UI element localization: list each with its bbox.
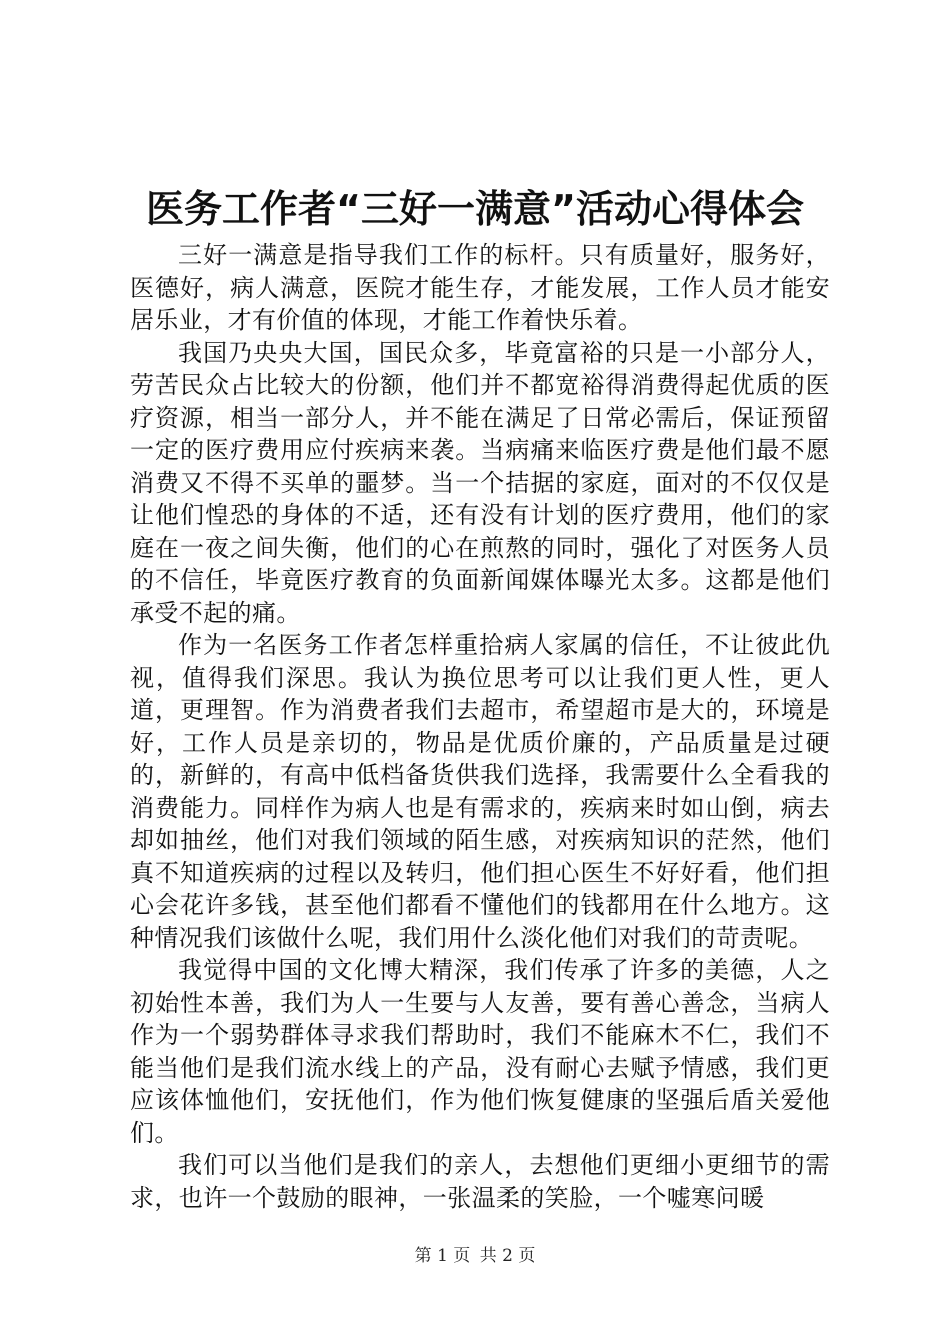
paragraph-1: 三好一满意是指导我们工作的标杆。只有质量好，服务好，医德好，病人满意，医院才能生存，才能发展，工作人员才能安居乐业，才有价值的体现，才能工作着快乐着。 bbox=[130, 241, 830, 334]
document-body bbox=[130, 239, 830, 1214]
page-total: 共 2 页 bbox=[479, 1246, 536, 1266]
page-number: 第 1 页 bbox=[414, 1246, 471, 1266]
page-footer bbox=[0, 1244, 950, 1268]
document-title: 医务工作者“三好一满意”活动心得体会 bbox=[146, 187, 804, 231]
paragraph-2: 我国乃央央大国，国民众多，毕竟富裕的只是一小部分人，劳苦民众占比较大的份额，他们并不都宽裕得消费得起优质的医疗资源，相当一部分人，并不能在满足了日常必需后，保证预留一定的医疗费用应付疾病来袭。当病痛来临医疗费是他们最不愿消费又不得不买单的噩梦。当一个拮据的家庭，面对的不仅仅是让他们惶恐的身体的不适，还有没有计划的医疗费用，他们的家庭在一夜之间失衡，他们的心在煎熬的同时，强化了对医务人员的不信任，毕竟医疗教育的负面新闻媒体曝光太多。这都是他们承受不起的痛。 bbox=[130, 338, 830, 627]
paragraph-5: 我们可以当他们是我们的亲人，去想他们更细小更细节的需求，也许一个鼓励的眼神，一张温柔的笑脸，一个嘘寒问暖 bbox=[130, 1151, 830, 1212]
paragraph-4: 我觉得中国的文化博大精深，我们传承了许多的美德，人之初始性本善，我们为人一生要与人友善，要有善心善念，当病人作为一个弱势群体寻求我们帮助时，我们不能麻木不仁，我们不能当他们是我们流水线上的产品，没有耐心去赋予情感，我们更应该体恤他们，安抚他们，作为他们恢复健康的坚强后盾关爱他们。 bbox=[130, 956, 830, 1147]
paragraph-3: 作为一名医务工作者怎样重拾病人家属的信任，不让彼此仇视，值得我们深思。我认为换位思考可以让我们更人性，更人道，更理智。作为消费者我们去超市，希望超市是大的，环境是好，工作人员是亲切的，物品是优质价廉的，产品质量是过硬的，新鲜的，有高中低档备货供我们选择，我需要什么全看我的消费能力。同样作为病人也是有需求的，疾病来时如山倒，病去却如抽丝，他们对我们领域的陌生感，对疾病知识的茫然，他们真不知道疾病的过程以及转归，他们担心医生不好好看，他们担心会花许多钱，甚至他们都看不懂他们的钱都用在什么地方。这种情况我们该做什么呢，我们用什么淡化他们对我们的苛责呢。 bbox=[130, 631, 830, 952]
